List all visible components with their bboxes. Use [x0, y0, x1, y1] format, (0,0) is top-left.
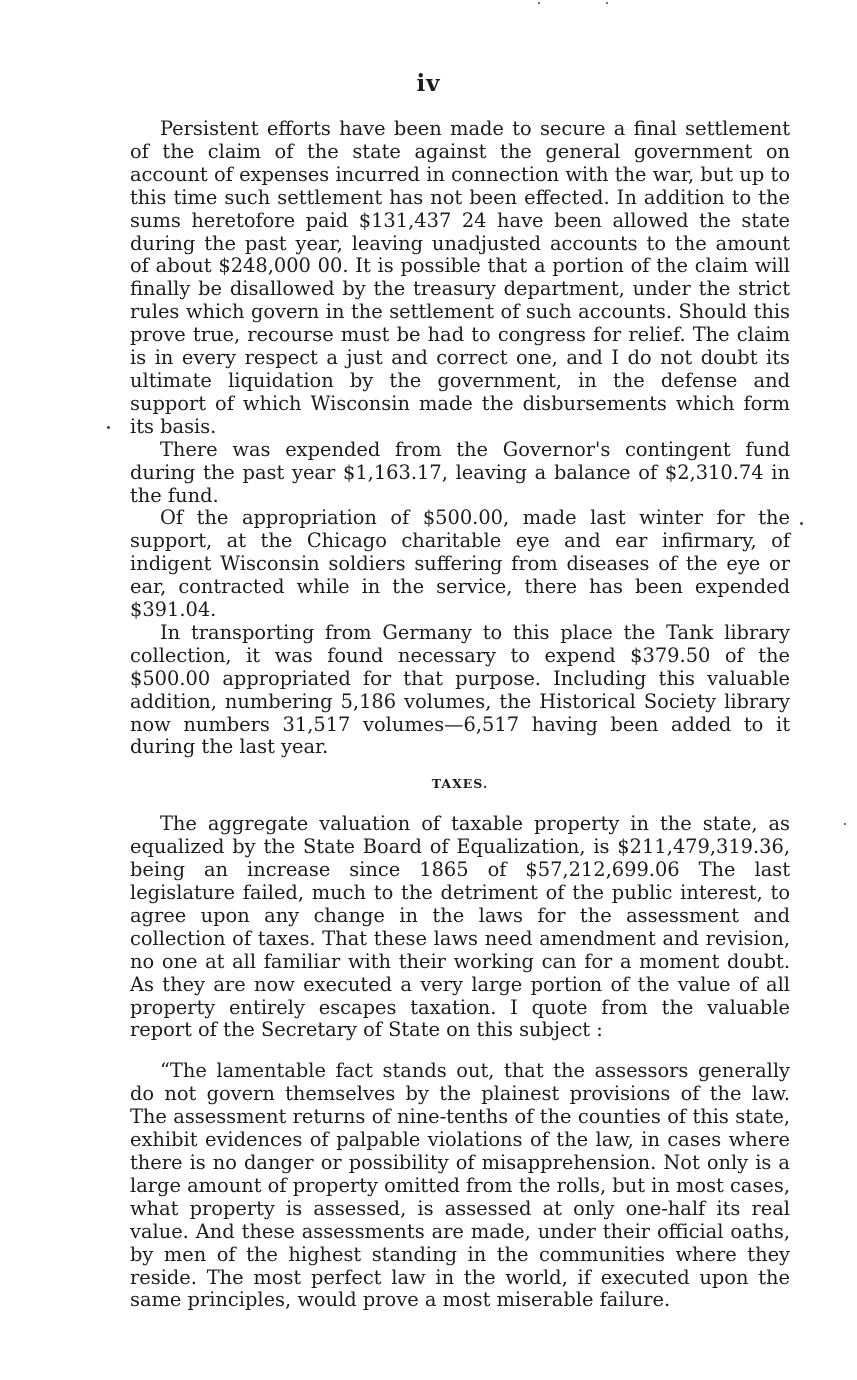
paragraph-taxes: The aggregate valuation of taxable property in the state, as equalized by the State Board of Equalization, is $211,479,319.36, being an increase since 1865 of $57,212,699.06 The last legislature failed, much to the detriment of the public interest, to agree upon any change in the laws for the assessment and collection of taxes. That these laws need amendment and revision, no one at all familiar with their working can for a moment doubt. As they are now executed a very large portion of the value of all property entirely escapes taxation. I quote from the valuable report of the Secretary of State on this subject : — [130, 812, 790, 1042]
paragraph-eye-infirmary: Of the appropriation of $500.00, made last winter for the support, at the Chicago charitable eye and ear infirmary, of indigent Wisconsin soldiers suffering from diseases of the eye or ear, contracted while in the service, there has been expended $391.04. — [130, 506, 790, 622]
print-speck — [800, 522, 803, 525]
quotation-secretary-of-state: “The lamentable fact stands out, that the assessors generally do not govern themselves by the plainest provisions of the law. The assessment returns of nine-tenths of the counties of this state, exhibit evidences of palpable violations of the law, in cases where there is no danger or possibility of misapprehension. Not only is a large amount of property omitted from the rolls, but in most cases, what property is assessed, is assessed at only one-half its real value. And these assessments are made, under their official oaths, by men of the highest standing in the communities where they reside. The most perfect law in the world, if executed upon the same principles, would prove a most miserable failure. — [130, 1059, 790, 1312]
paragraph-war-claim: Persistent efforts have been made to secure a final settlement of the claim of the state against the general government on account of expenses incurred in connection with the war, but up to this time such settlement has not been effected. In addition to the sums heretofore paid $131,437 24 have been allowed the state during the past year, leaving unadjusted accounts to the amount of about $248,000 00. It is possible that a portion of the claim will finally be disallowed by the treasury department, under the strict rules which govern in the settlement of such accounts. Should this prove true, recourse must be had to congress for relief. The claim is in every respect a just and correct one, and I do not doubt its ultimate liquidation by the government, in the defense and support of which Wisconsin made the disbursements which form its basis. — [130, 117, 790, 438]
print-speck — [844, 823, 846, 825]
print-speck — [538, 2, 540, 4]
print-speck — [606, 2, 608, 4]
paragraph-tank-library: In transporting from Germany to this place the Tank library collection, it was found necessary to expend $379.50 of the $500.00 appropriated for that purpose. Including this valuable addition, numbering 5,186 volumes, the Historical Society library now numbers 31,517 volumes—6,517 having been added to it during the last year. — [130, 620, 790, 759]
body-text — [130, 118, 790, 1312]
page-number: iv — [416, 70, 441, 97]
paragraph-contingent-fund: There was expended from the Governor's contingent fund during the past year $1,163.17, leaving a balance of $2,310.74 in the fund. — [130, 437, 790, 507]
section-heading-taxes: TAXES. — [431, 776, 489, 792]
print-speck — [107, 426, 110, 429]
